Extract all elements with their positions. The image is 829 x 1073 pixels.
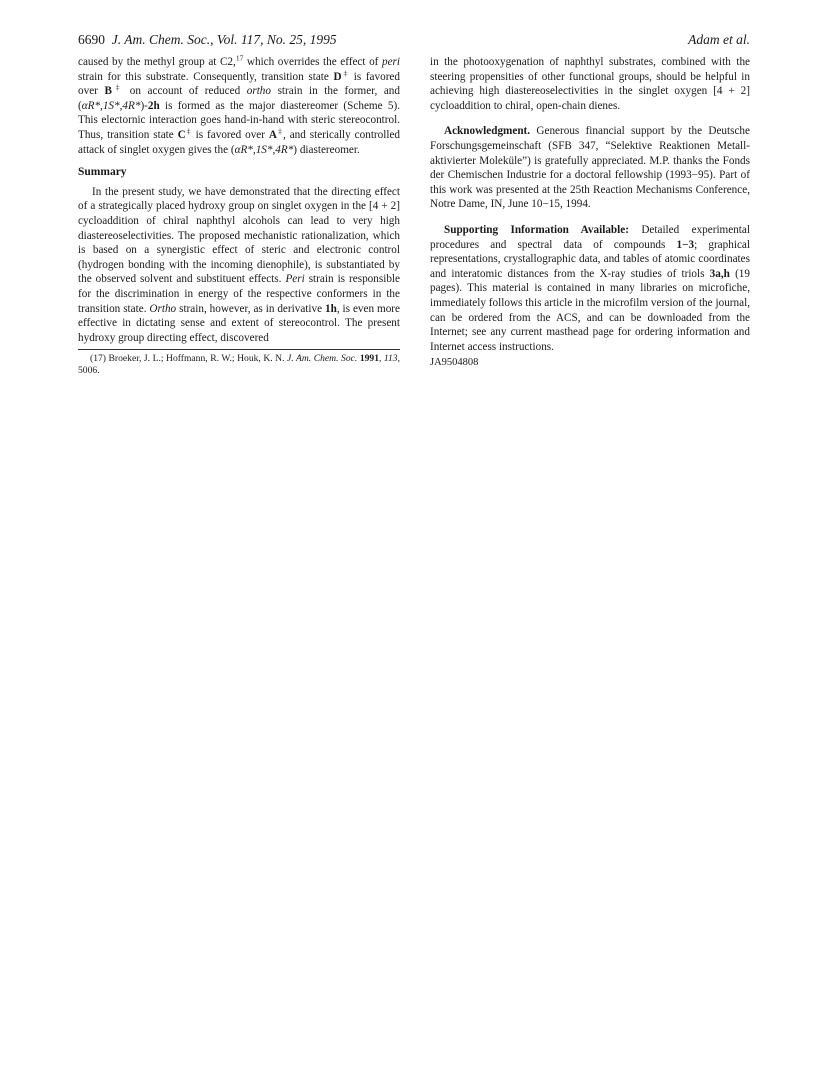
dagger-mark: ‡ [111, 82, 124, 92]
text-run: strain in the former, and ( [78, 85, 400, 112]
footnote-pages: , 5006. [78, 353, 401, 377]
ack-text: Generous financial support by the Deutsche Forschungsgemeinschaft (SFB 347, “Selektive Reaktionen Metall-aktivierter Moleküle”) is gratefully appreciated. M.P. thanks the Fonds der Chemischen Industrie for a doctoral fellowship (1993−95). Part of this work was presented at the 25th Reaction Mechanisms Conference, Notre Dame, IN, June 10−15, 1994. [430, 125, 750, 211]
paragraph-continuation: in the photooxygenation of naphthyl substrates, combined with the steering propensities of other functional groups, should be helpful in achieving high diastereoselectivities in the singlet oxygen [4 + 2] cycloaddition to chiral, open-chain dienes. [430, 56, 750, 112]
text-run: ) diastereomer. [293, 143, 360, 156]
summary-heading: Summary [78, 166, 127, 179]
header-left [78, 30, 337, 50]
acknowledgment [430, 124, 750, 212]
page-number: 6690 [78, 32, 105, 47]
text-run: strain is responsible for the discrimination in energy of the respective conformers in the transition state. [78, 273, 400, 315]
text-run: Detailed experimental procedures and spectral data of compounds [430, 223, 750, 251]
state-b: B [104, 85, 112, 98]
summary-paragraph [78, 185, 400, 346]
text-run: In the present study, we have demonstrated that the directing effect of a strategically placed hydroxy group on singlet oxygen in the [4 + 2] cycloaddition of chiral naphthyl alcohols can lead to very high diastereoselectivities. The proposed mechanistic rationalization, which is based on a synergistic effect of steric and electronic control (hydrogen bonding with the incoming dienophile), is substantiated by the observed solvent and substituent effects. [78, 185, 400, 286]
running-header [78, 30, 750, 50]
text-run: , and sterically controlled attack of singlet oxygen gives the ( [78, 128, 401, 156]
footnote-ref: 17 [235, 53, 244, 63]
text-run: is formed as the major diastereomer (Scheme 5). This electornic interaction goes hand-in-hand with steric stereocontrol. Thus, transition state [78, 99, 400, 141]
state-a: A [268, 128, 277, 141]
header-authors: Adam et al. [688, 32, 750, 47]
term-peri: Peri [285, 273, 305, 286]
term-ortho: ortho [246, 85, 271, 98]
left-column [78, 55, 400, 377]
text-run: caused by the methyl group at C2, [78, 56, 236, 68]
stereo-config: αR*,1S*,4R* [234, 143, 294, 156]
dagger-mark: ‡ [277, 126, 283, 136]
footnote-journal: J. Am. Chem. Soc. [287, 353, 358, 365]
dagger-mark: ‡ [185, 126, 192, 136]
dagger-mark: ‡ [341, 67, 350, 77]
footnote-17: (17) Broeker, J. L.; Hoffmann, R. W.; Houk, K. N. J. Am. Chem. Soc. 1991, 113, 5006. [78, 353, 401, 377]
paragraph-continuation [78, 55, 400, 157]
state-c: C [177, 128, 186, 141]
term-peri: peri [381, 56, 400, 68]
text-run: (19 pages). This material is contained in many libraries on microfiche, immediately follows this article in the microfilm version of the journal, can be ordered from the ACS, and can be downloaded from the Internet; see any current masthead page for ordering information and Internet access instructions. [430, 267, 750, 353]
triols-ref: 3a,h [709, 267, 730, 280]
journal-citation: J. Am. Chem. Soc., Vol. 117, No. 25, 1995 [111, 32, 337, 47]
text-run: strain, however, as in derivative [176, 302, 325, 315]
compound-2h: 2h [147, 99, 160, 112]
footnote-divider [78, 349, 400, 350]
right-column [430, 55, 750, 371]
sup-heading: Supporting Information Available: [444, 223, 629, 236]
state-d: D [333, 70, 342, 83]
text-run: ; graphical representations, crystallographic data, and tables of atomic coordinates and interatomic distances from the X-ray studies of triols [430, 238, 750, 280]
text-run: on account of reduced [123, 85, 247, 98]
footnote-year: 1991 [359, 353, 379, 365]
manuscript-id: JA9504808 [430, 357, 479, 369]
ack-heading: Acknowledgment. [444, 125, 531, 138]
text-run: which overrides the effect of [243, 56, 382, 68]
footnote-volume: 113 [383, 353, 398, 365]
text-run: is favored over [78, 70, 400, 98]
compound-1h: 1h [325, 302, 337, 315]
supporting-information [430, 223, 750, 354]
compounds-ref: 1−3 [676, 238, 695, 251]
term-ortho: Ortho [149, 302, 177, 315]
text-run: strain for this substrate. Consequently, transition state [78, 70, 334, 83]
stereo-config: αR*,1S*,4R* [81, 99, 141, 112]
text-run: , is even more effective in dictating sense and extent of stereocontrol. The present hydroxy group directing effect, discovered [78, 302, 400, 344]
text-run: )- [140, 99, 148, 112]
text-run: is favored over [191, 128, 269, 141]
footnote-authors: (17) Broeker, J. L.; Hoffmann, R. W.; Houk, K. N. [90, 353, 288, 365]
